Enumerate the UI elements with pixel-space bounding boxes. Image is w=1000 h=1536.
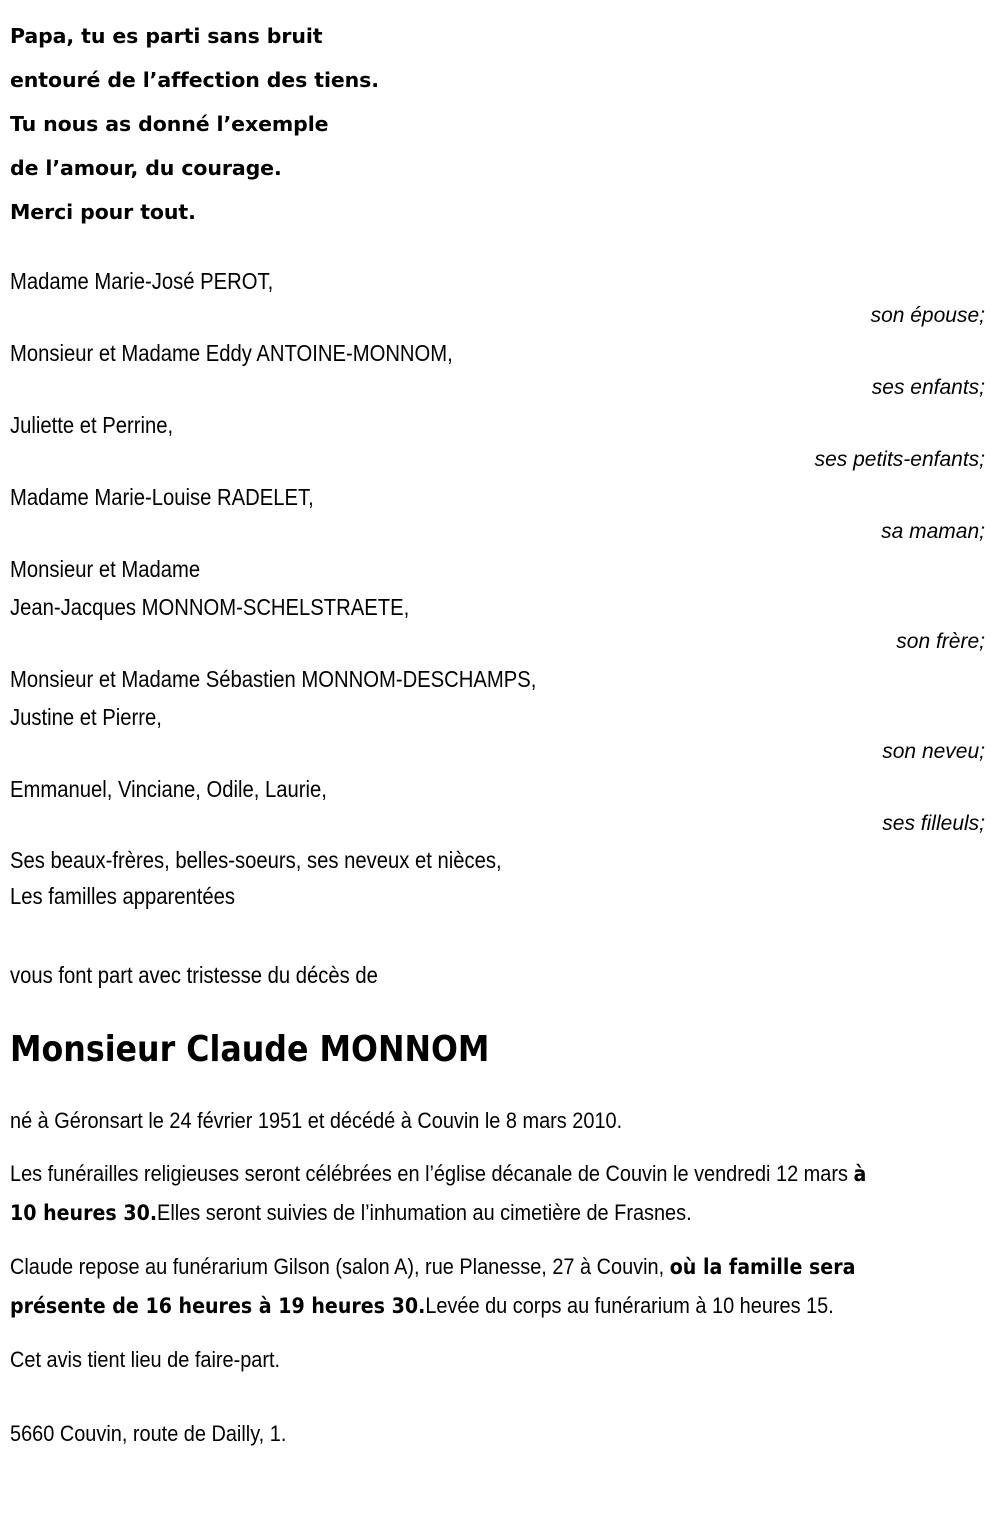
address-line: 5660 Couvin, route de Dailly, 1. bbox=[10, 1421, 287, 1446]
repose-text-part1: Claude repose au funérarium Gilson (salon A), rue Planesse, 27 à Couvin, bbox=[10, 1253, 670, 1279]
family-entry bbox=[10, 406, 992, 476]
family-relation-label: son frère; bbox=[896, 630, 985, 653]
family-list bbox=[10, 262, 992, 914]
family-member-names: Emmanuel, Vinciane, Odile, Laurie, bbox=[10, 776, 327, 802]
funeral-paragraph bbox=[10, 1155, 879, 1234]
family-relation-label: ses filleuls; bbox=[882, 812, 985, 835]
detail-section bbox=[10, 1102, 992, 1454]
funeral-time-bold: à 10 heures 30. bbox=[10, 1161, 867, 1226]
family-entry bbox=[10, 842, 992, 914]
family-member-names: Madame Marie-José PEROT, bbox=[10, 268, 274, 294]
family-relation-label: son neveu; bbox=[882, 740, 985, 763]
family-member-names: Madame Marie-Louise RADELET, bbox=[10, 484, 314, 510]
family-entry bbox=[10, 262, 992, 332]
family-member-names: Justine et Pierre, bbox=[10, 704, 162, 730]
poem-line: de l’amour, du courage. bbox=[10, 156, 282, 180]
family-member-names: Monsieur et Madame Eddy ANTOINE-MONNOM, bbox=[10, 340, 453, 366]
family-entry bbox=[10, 660, 992, 768]
notice-paragraph: Cet avis tient lieu de faire-part. bbox=[10, 1346, 281, 1372]
poem-line: entouré de l’affection des tiens. bbox=[10, 68, 379, 92]
funeral-text-part2: Elles seront suivies de l’inhumation au cimetière de Frasnes. bbox=[157, 1200, 692, 1225]
poem-line: Papa, tu es parti sans bruit bbox=[10, 24, 323, 48]
birth-death-paragraph: né à Géronsart le 24 février 1951 et décédé à Couvin le 8 mars 2010. bbox=[10, 1108, 623, 1133]
poem-line: Tu nous as donné l’exemple bbox=[10, 112, 329, 136]
family-relation-label: ses petits-enfants; bbox=[814, 448, 985, 471]
family-relation-label: son épouse; bbox=[870, 304, 985, 327]
family-entry bbox=[10, 334, 992, 404]
repose-paragraph bbox=[10, 1248, 879, 1327]
family-member-names: Monsieur et Madame bbox=[10, 556, 201, 582]
family-entry bbox=[10, 550, 992, 658]
repose-text-part2: Levée du corps au funérarium à 10 heures 15. bbox=[425, 1293, 834, 1318]
family-member-names: Ses beaux-frères, belles-soeurs, ses neveux et nièces, bbox=[10, 847, 502, 873]
deceased-name: Monsieur Claude MONNOM bbox=[10, 1029, 490, 1070]
poem-line: Merci pour tout. bbox=[10, 200, 196, 224]
repose-hours-bold: où la famille sera présente de 16 heures à 19 heures 30. bbox=[10, 1254, 856, 1319]
family-member-names: Monsieur et Madame Sébastien MONNOM-DESCHAMPS, bbox=[10, 666, 537, 692]
family-relation-label: sa maman; bbox=[881, 520, 985, 543]
family-entry bbox=[10, 478, 992, 548]
memorial-poem bbox=[10, 14, 992, 234]
funeral-text-part1: Les funérailles religieuses seront célébrées en l’église décanale de Couvin le vendredi 12 mars bbox=[10, 1160, 854, 1186]
family-member-names: Les familles apparentées bbox=[10, 883, 236, 909]
family-relation-label: ses enfants; bbox=[871, 376, 985, 399]
family-member-names: Juliette et Perrine, bbox=[10, 412, 174, 438]
announcement-line: vous font part avec tristesse du décès de bbox=[10, 962, 378, 988]
family-entry bbox=[10, 770, 992, 840]
family-member-names: Jean-Jacques MONNOM-SCHELSTRAETE, bbox=[10, 594, 410, 620]
